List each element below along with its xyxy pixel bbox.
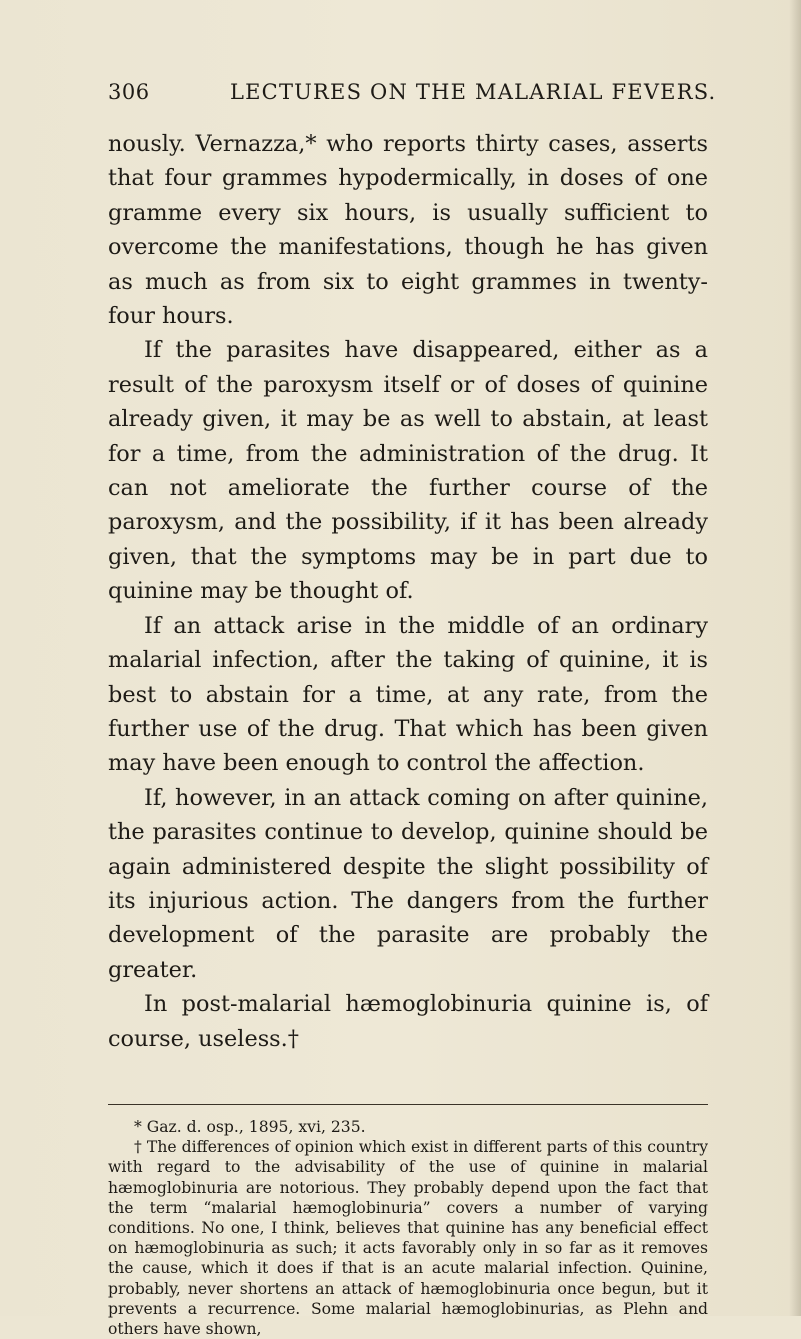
paragraph: In post-malarial hæmoglobinuria quinine is, of course, useless.†	[108, 991, 708, 1052]
footnote: * Gaz. d. osp., 1895, xvi, 235.	[134, 1118, 366, 1136]
paragraph: If an attack arise in the middle of an ordinary malarial infection, after the taking of quinine, it is best to abstain for a time, at any rate, from the further use of the drug. That which has been given may have been enough to control the affection.	[108, 612, 708, 777]
paragraph: If, however, in an attack coming on after quinine, the parasites continue to develop, quinine should be again administered despite the slight possibility of its injurious action. The dangers from the further development of the parasite are probably the greater.	[108, 784, 708, 983]
paragraph-continuation: nously. Vernazza,* who reports thirty cases, asserts that four grammes hypodermically, in doses of one gramme every six hours, is usually sufficient to overcome the manifestations, though he has given as much as from six to eight grammes in twenty-four hours.	[108, 131, 708, 330]
footnotes	[108, 1117, 708, 1339]
footnote-divider	[108, 1104, 708, 1105]
page-header	[108, 80, 717, 110]
paragraph: If the parasites have disappeared, either as a result of the paroxysm itself or of doses of quinine already given, it may be as well to abstain, at least for a time, from the administration of the drug. It can not ameliorate the further course of the paroxysm, and the possibility, if it has been already given, that the symptoms may be in part due to quinine may be thought of.	[108, 337, 708, 605]
running-head: LECTURES ON THE MALARIAL FEVERS.	[230, 80, 717, 104]
footnote: † The differences of opinion which exist in different parts of this country with regard to the advisability of the use of quinine in malarial hæmoglobinuria are notorious. They probably depend upon the fact that the term “malarial hæmoglobinuria” covers a number of varying conditions. No one, I think, believes that quinine has any beneficial effect on hæmoglobinuria as such; it acts favorably only in so far as it removes the cause, which it does if that is an acute malarial infection. Quinine, probably, never shortens an attack of hæmoglobinuria once begun, but it prevents a recurrence. Some malarial hæmoglobinurias, as Plehn and others have shown,	[108, 1138, 708, 1339]
page-edge-shadow	[789, 0, 801, 1316]
body-text	[108, 127, 708, 1056]
page-number: 306	[108, 80, 150, 104]
